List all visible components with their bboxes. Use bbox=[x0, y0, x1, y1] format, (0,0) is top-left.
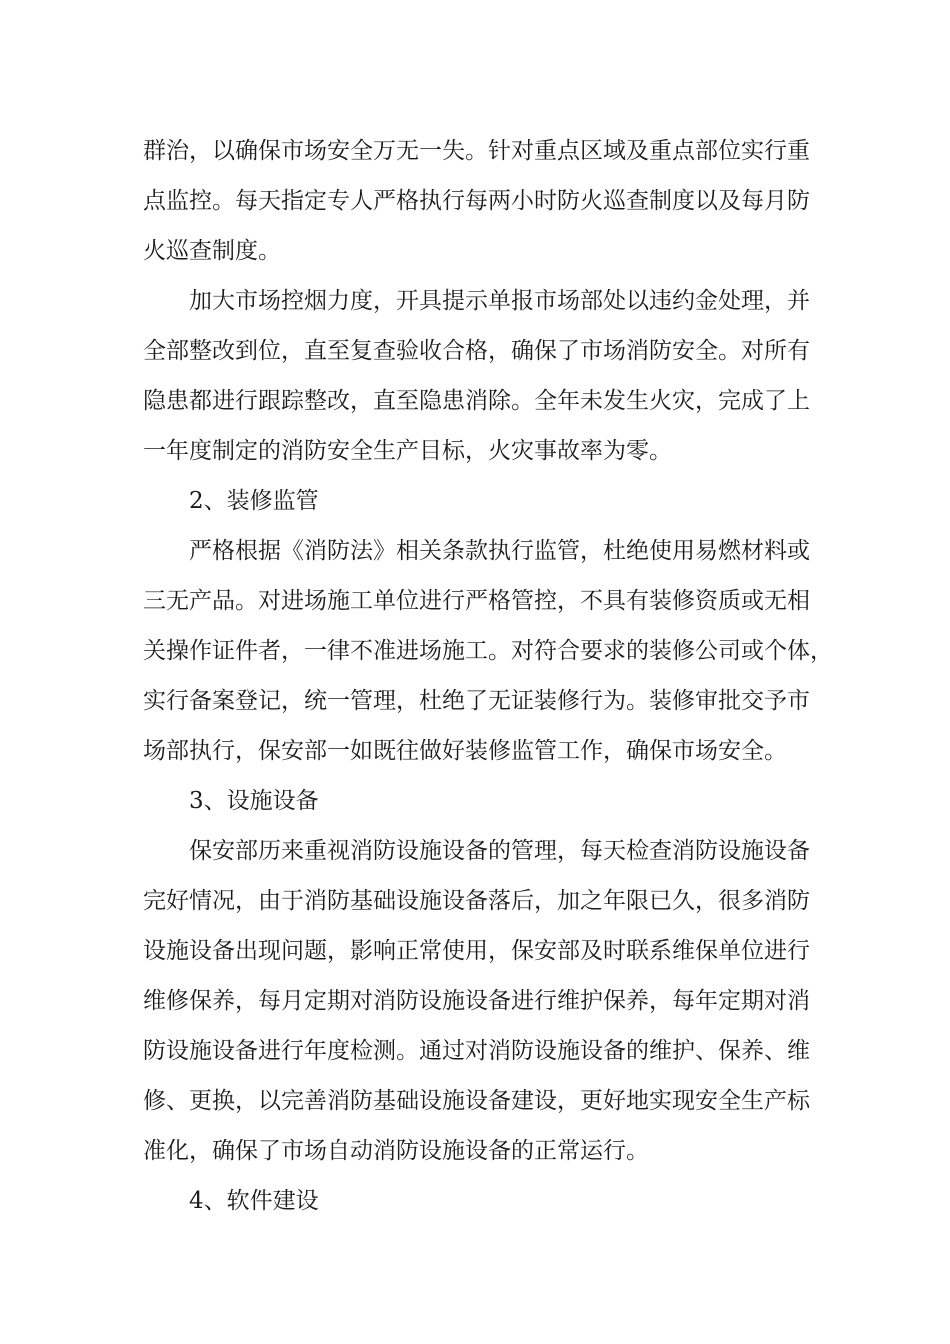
text-line: 火巡查制度。 bbox=[143, 238, 281, 264]
text-line: 关操作证件者，一律不准进场施工。对符合要求的装修公司或个体， bbox=[143, 638, 833, 664]
text-line: 防设施设备进行年度检测。通过对消防设施设备的维护、保养、维 bbox=[143, 1038, 810, 1064]
text-line: 修、更换，以完善消防基础设施设备建设，更好地实现安全生产标 bbox=[143, 1088, 810, 1114]
text-line: 实行备案登记，统一管理，杜绝了无证装修行为。装修审批交予市 bbox=[143, 688, 810, 714]
text-line: 设施设备出现问题，影响正常使用，保安部及时联系维保单位进行 bbox=[143, 938, 810, 964]
section-heading: 3、设施设备 bbox=[189, 788, 319, 814]
text-line: 完好情况，由于消防基础设施设备落后，加之年限已久，很多消防 bbox=[143, 888, 810, 914]
text-line: 严格根据《消防法》相关条款执行监管，杜绝使用易燃材料或 bbox=[189, 538, 810, 564]
text-line: 全部整改到位，直至复查验收合格，确保了市场消防安全。对所有 bbox=[143, 338, 810, 364]
text-line: 加大市场控烟力度，开具提示单报市场部处以违约金处理，并 bbox=[189, 288, 810, 314]
text-line: 场部执行，保安部一如既往做好装修监管工作，确保市场安全。 bbox=[143, 738, 787, 764]
text-line: 维修保养，每月定期对消防设施设备进行维护保养，每年定期对消 bbox=[143, 988, 810, 1014]
text-line: 一年度制定的消防安全生产目标，火灾事故率为零。 bbox=[143, 438, 672, 464]
section-heading: 4、软件建设 bbox=[189, 1188, 319, 1214]
text-line: 准化，确保了市场自动消防设施设备的正常运行。 bbox=[143, 1138, 649, 1164]
text-line: 群治，以确保市场安全万无一失。针对重点区域及重点部位实行重 bbox=[143, 138, 810, 164]
text-line: 隐患都进行跟踪整改，直至隐患消除。全年未发生火灾，完成了上 bbox=[143, 388, 810, 414]
text-line: 点监控。每天指定专人严格执行每两小时防火巡查制度以及每月防 bbox=[143, 188, 810, 214]
text-line: 保安部历来重视消防设施设备的管理，每天检查消防设施设备 bbox=[189, 838, 810, 864]
text-line: 三无产品。对进场施工单位进行严格管控，不具有装修资质或无相 bbox=[143, 588, 810, 614]
section-heading: 2、装修监管 bbox=[189, 488, 319, 514]
